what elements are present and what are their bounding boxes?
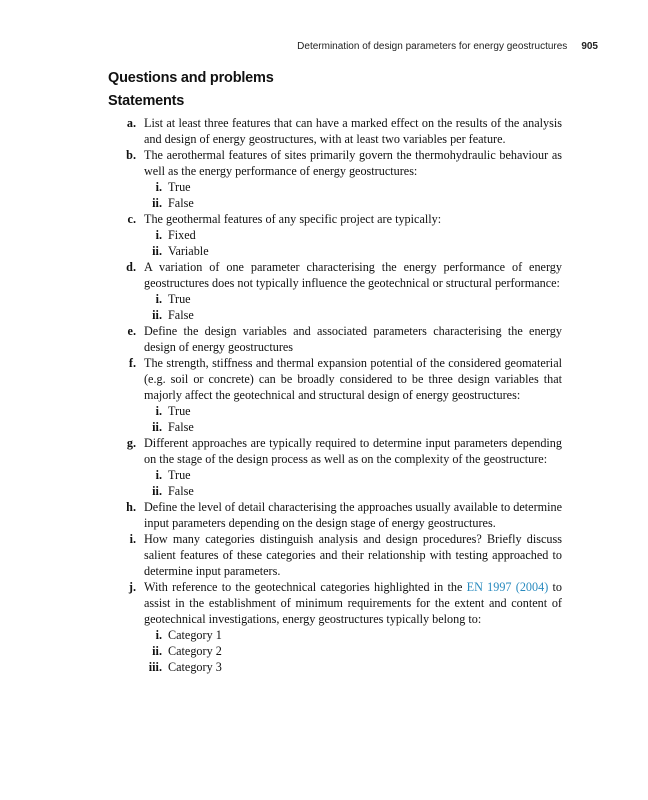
option-text: True [168,292,191,306]
option-label: ii. [152,308,162,322]
question-e [108,323,562,355]
question-text: A variation of one parameter characterising the energy performance of energy geostructures does not typically influence the geotechnical or structural performance: [144,260,562,290]
option-j-i [108,627,562,643]
option-label: i. [155,628,162,642]
question-b [108,147,562,179]
option-label: iii. [148,660,162,674]
running-head-title: Determination of design parameters for energy geostructures [297,41,568,52]
option-text: True [168,468,191,482]
question-label: b. [126,148,136,162]
option-f-i [108,403,562,419]
option-label: i. [155,180,162,194]
question-label: j. [128,580,136,594]
question-j [108,579,562,627]
question-text: The geothermal features of any specific project are typically: [144,212,442,226]
option-label: ii. [152,644,162,658]
option-label: ii. [152,196,162,210]
option-label: i. [155,468,162,482]
question-text [144,579,562,627]
running-head [108,41,598,52]
page-number: 905 [581,41,598,52]
option-d-i [108,291,562,307]
option-text: False [168,308,194,322]
option-f-ii [108,419,562,435]
option-label: ii. [152,420,162,434]
option-text: Category 2 [168,644,222,658]
option-c-i [108,227,562,243]
question-text: Define the design variables and associated parameters characterising the energy design of energy geostructures [144,324,562,354]
question-label: h. [126,500,136,514]
subsection-title: Statements [108,93,185,109]
question-f [108,355,562,403]
option-c-ii [108,243,562,259]
question-text: List at least three features that can have a marked effect on the results of the analysis and design of energy geostructures, with at least two variables per feature. [144,116,562,146]
question-a [108,115,562,147]
question-c [108,211,562,227]
option-b-i [108,179,562,195]
question-label: a. [126,116,136,130]
option-text: True [168,404,191,418]
question-h [108,499,562,531]
option-label: i. [155,228,162,242]
option-label: i. [155,292,162,306]
option-j-ii [108,643,562,659]
option-text: Fixed [168,228,196,242]
option-text: False [168,420,194,434]
option-text: False [168,484,194,498]
question-text-before: With reference to the geotechnical categories highlighted in the [144,580,467,594]
question-text: Define the level of detail characterising the approaches usually available to determine input parameters depending on the design stage of energy geostructures. [144,500,562,530]
option-g-i [108,467,562,483]
question-label: g. [126,436,136,450]
question-text: The strength, stiffness and thermal expansion potential of the considered geomaterial (e.g. soil or concrete) can be broadly considered to be three design variables that majorly affect the geotechnical and structural design of energy geostructures: [144,356,562,402]
questions-list [108,115,562,675]
question-text: How many categories distinguish analysis and design procedures? Briefly discuss salient features of these categories and their relationship with testing approached to determine input parameters. [144,532,562,578]
option-label: ii. [152,244,162,258]
question-text: Different approaches are typically required to determine input parameters depending on the stage of the design process as well as on the complexity of the geostructure: [144,436,562,466]
question-g [108,435,562,467]
option-text: Category 1 [168,628,222,642]
option-b-ii [108,195,562,211]
option-label: ii. [152,484,162,498]
question-label: e. [127,324,136,338]
question-text-after: to assist in the establishment of minimum requirements for the extent and content of geotechnical investigations, energy geostructures typically belong to: [144,580,562,626]
question-d [108,259,562,291]
option-text: False [168,196,194,210]
question-label: d. [126,260,136,274]
option-text: Category 3 [168,660,222,674]
option-text: Variable [168,244,209,258]
option-j-iii [108,659,562,675]
question-i [108,531,562,579]
question-label: i. [129,532,136,546]
option-label: i. [155,404,162,418]
option-text: True [168,180,191,194]
option-g-ii [108,483,562,499]
question-text: The aerothermal features of sites primarily govern the thermohydraulic behaviour as well as the energy performance of energy geostructures: [144,148,562,178]
section-title: Questions and problems [108,70,274,86]
option-d-ii [108,307,562,323]
question-label: f. [128,356,136,370]
citation-link[interactable]: EN 1997 (2004) [466,580,549,594]
question-label: c. [127,212,136,226]
